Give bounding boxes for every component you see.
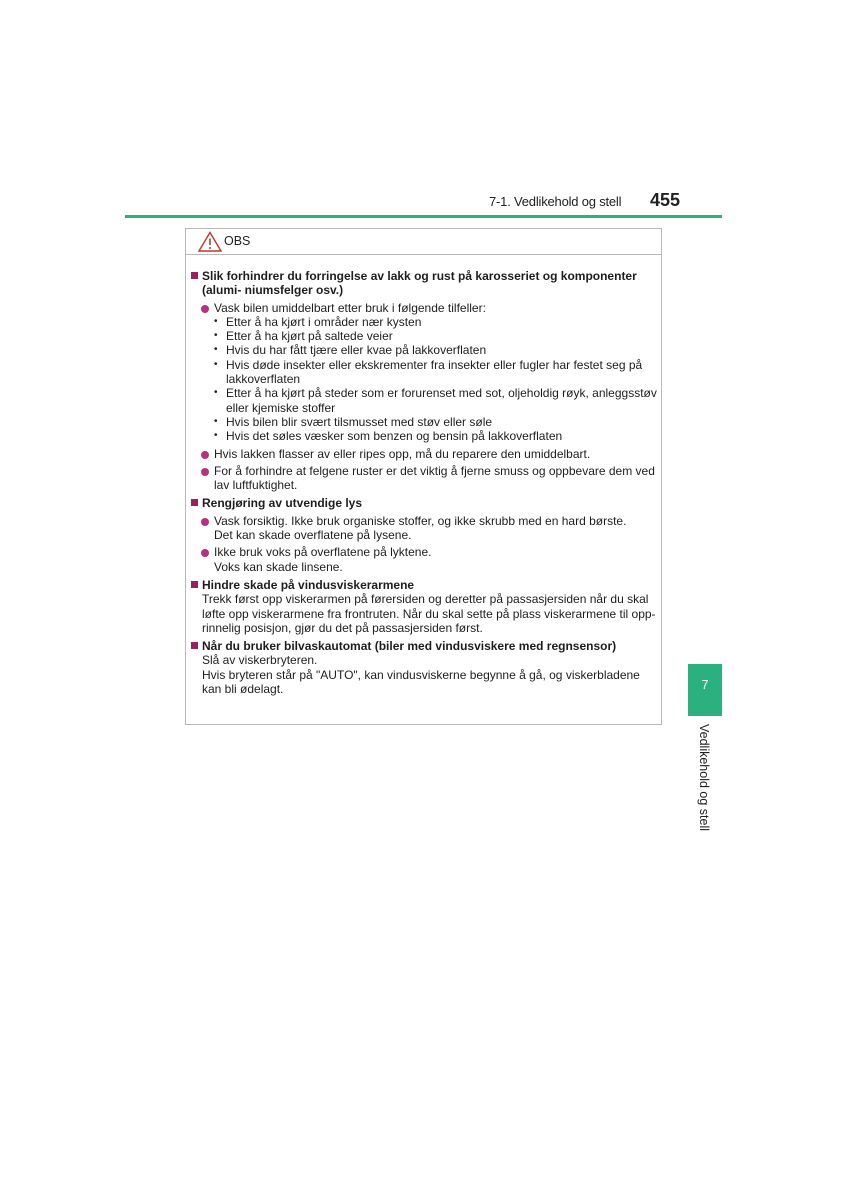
sub-item: • Etter å ha kjørt i områder nær kysten (190, 315, 658, 329)
sub-item: • Etter å ha kjørt på steder som er forurenset med sot, oljeholdig røyk, anleggsstøv eller kjemiske stoffer (190, 386, 658, 415)
section-heading: Hindre skade på vindusviskerarmene (190, 578, 658, 592)
caution-content (190, 265, 658, 696)
page-number: 455 (650, 190, 681, 210)
section-heading: Når du bruker bilvaskautomat (biler med vindusviskere med regnsensor) (190, 639, 658, 653)
bullet-item: Hvis lakken flasser av eller ripes opp, må du reparere den umiddelbart. (190, 447, 658, 461)
chapter-label: Vedlikehold og stell (697, 724, 711, 832)
header-divider (125, 215, 722, 218)
bullet-text-continued: Voks kan skade linsene. (214, 559, 343, 574)
section-heading: Slik forhindrer du forringelse av lakk og rust på karosseriet og komponenter (alumi- niumsfelger osv.) (190, 269, 658, 298)
caution-header (186, 229, 661, 255)
sub-item: • Hvis det søles væsker som benzen og bensin på lakkoverflaten (190, 429, 658, 443)
section-paragraph: Trekk først opp viskerarmen på førersiden og deretter på passasjersiden når du skal løfte opp viskerarmene fra frontruten. Når du skal sette på plass viskerarmene til opp- rinnelig posisjon, gjør du det på passasjersiden først. (202, 592, 656, 635)
section-title: 7-1. Vedlikehold og stell (489, 194, 622, 209)
sub-item: • Etter å ha kjørt på saltede veier (190, 329, 658, 343)
sub-item: • Hvis døde insekter eller ekskrementer fra insekter eller fugler har festet seg på lakkoverflaten (190, 358, 658, 387)
section-heading: Rengjøring av utvendige lys (190, 496, 658, 510)
bullet-text: Vask forsiktig. Ikke bruk organiske stoffer, og ikke skrubb med en hard børste. (214, 513, 627, 528)
bullet-item: Vask bilen umiddelbart etter bruk i følgende tilfeller: (190, 301, 658, 315)
bullet-item (190, 514, 658, 543)
warning-icon (198, 231, 222, 252)
caution-label: OBS (224, 234, 251, 248)
section-paragraph: Hvis bryteren står på "AUTO", kan vindusviskerne begynne å gå, og viskerbladene kan bli ødelagt. (202, 667, 640, 697)
bullet-item (190, 545, 658, 574)
bullet-item: For å forhindre at felgene ruster er det viktig å fjerne smuss og oppbevare dem ved lav luftfuktighet. (190, 464, 658, 493)
chapter-tab: 7 (688, 664, 722, 716)
sub-item: • Hvis bilen blir svært tilsmusset med støv eller søle (190, 415, 658, 429)
bullet-text: Ikke bruk voks på overflatene på lyktene. (214, 545, 432, 560)
section-paragraph: Slå av viskerbryteren. (202, 653, 318, 668)
sub-item: • Hvis du har fått tjære eller kvae på lakkoverflaten (190, 343, 658, 357)
bullet-text-continued: Det kan skade overflatene på lysene. (214, 528, 412, 543)
